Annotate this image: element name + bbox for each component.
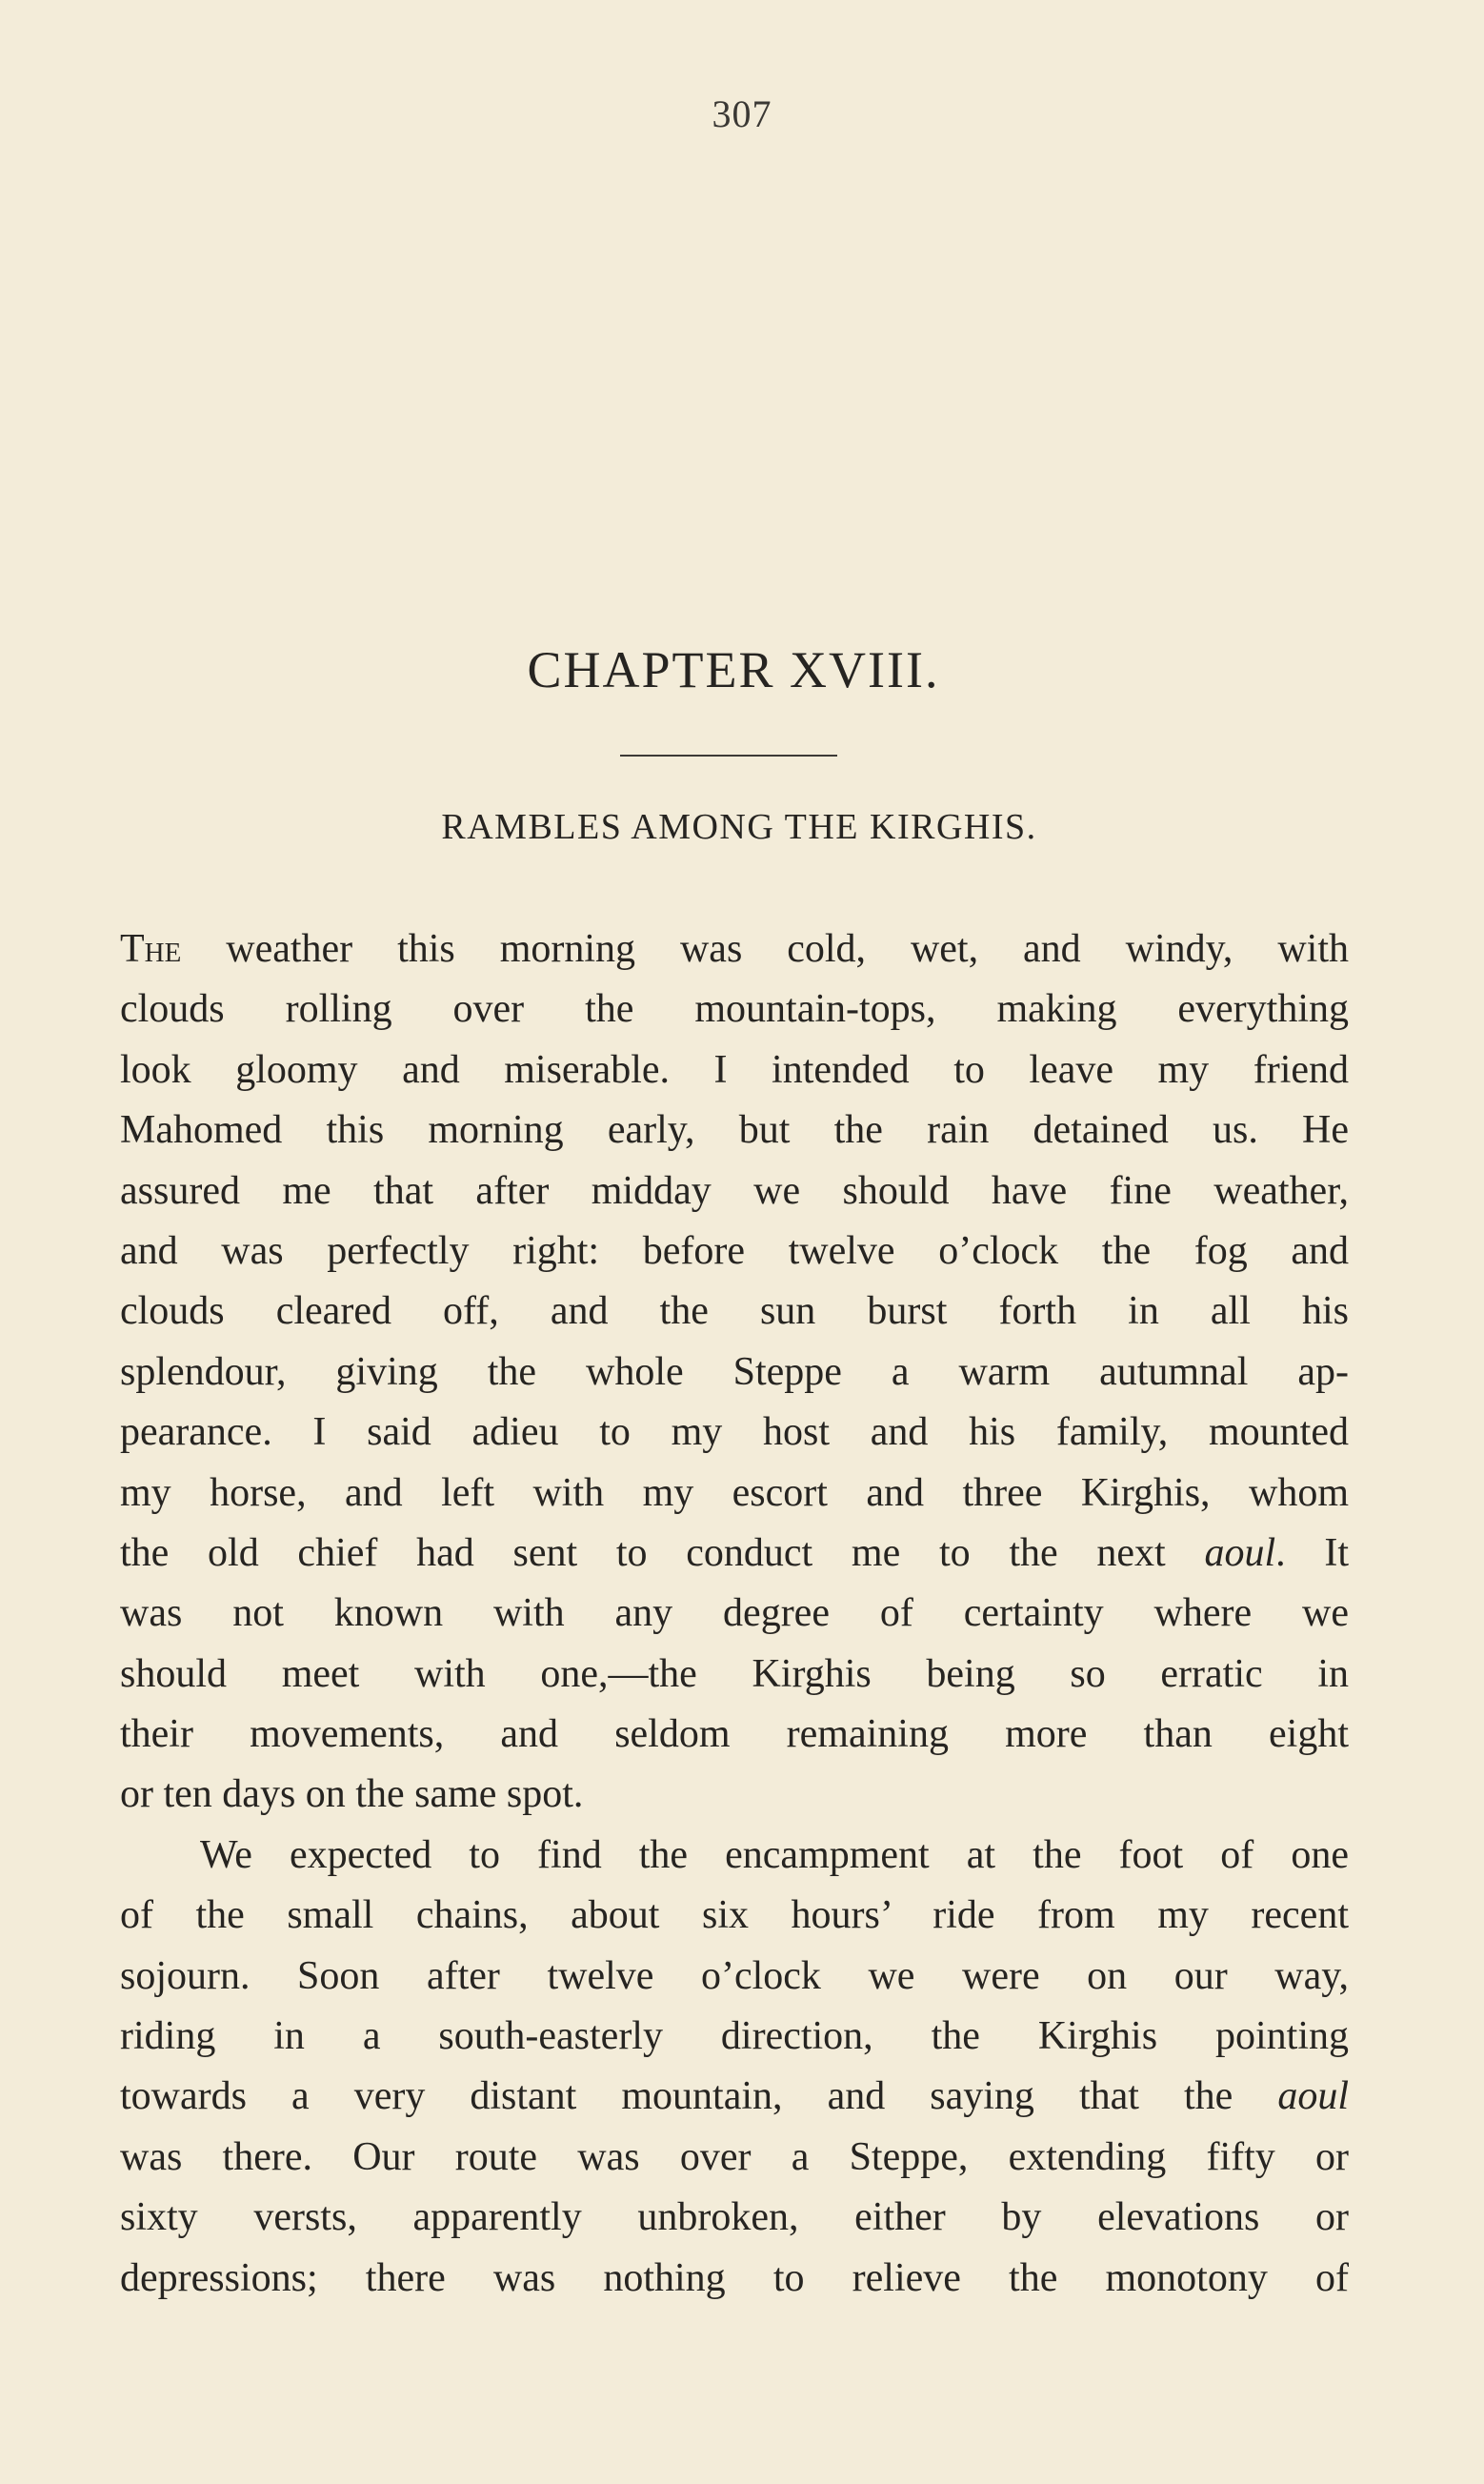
page-number: 307 bbox=[712, 92, 772, 135]
body-text bbox=[120, 919, 1349, 2309]
text-line: should meet with one,—the Kirghis being so erratic in bbox=[120, 1651, 1349, 1696]
title-divider bbox=[620, 755, 837, 757]
text-line: the old chief had sent to conduct me to the next aoul. It bbox=[120, 1530, 1350, 1575]
text-line: depressions; there was nothing to relieve the monotony of bbox=[120, 2255, 1349, 2300]
text-line: towards a very distant mountain, and saying that the aoul bbox=[120, 2074, 1349, 2119]
text-line: was there. Our route was over a Steppe, extending fifty or bbox=[120, 2134, 1349, 2179]
text-line: or ten days on the same spot. bbox=[120, 1772, 584, 1817]
paragraph-1 bbox=[120, 919, 1349, 1826]
paragraph-2 bbox=[120, 1826, 1349, 2309]
text-line: splendour, giving the whole Steppe a warm autumnal ap- bbox=[120, 1349, 1349, 1394]
text-line: was not known with any degree of certainty where we bbox=[120, 1591, 1349, 1636]
text-line: their movements, and seldom remaining more than eight bbox=[120, 1712, 1349, 1757]
text-line: sixty versts, apparently unbroken, either by elevations or bbox=[120, 2195, 1349, 2240]
text-line: The weather this morning was cold, wet, and windy, with bbox=[120, 927, 1349, 971]
text-line: of the small chains, about six hours’ ride from my recent bbox=[120, 1893, 1349, 1938]
text-line: We expected to find the encampment at the foot of one bbox=[200, 1832, 1349, 1877]
text-line: look gloomy and miserable. I intended to leave my friend bbox=[120, 1047, 1349, 1092]
chapter-subtitle: RAMBLES AMONG THE KIRGHIS. bbox=[441, 807, 1037, 847]
text-line: pearance. I said adieu to my host and his family, mounted bbox=[120, 1410, 1349, 1455]
text-line: assured me that after midday we should have fine weather, bbox=[120, 1168, 1349, 1213]
text-line: riding in a south-easterly direction, the Kirghis pointing bbox=[120, 2014, 1349, 2059]
chapter-title: CHAPTER XVIII. bbox=[527, 641, 940, 698]
text-line: clouds cleared off, and the sun burst forth in all his bbox=[120, 1289, 1349, 1334]
text-line: Mahomed this morning early, but the rain detained us. He bbox=[120, 1108, 1349, 1153]
text-line: my horse, and left with my escort and three Kirghis, whom bbox=[120, 1470, 1349, 1515]
text-line: and was perfectly right: before twelve o’clock the fog and bbox=[120, 1228, 1349, 1273]
text-line: sojourn. Soon after twelve o’clock we were on our way, bbox=[120, 1953, 1349, 1998]
text-line: clouds rolling over the mountain-tops, making everything bbox=[120, 987, 1349, 1032]
